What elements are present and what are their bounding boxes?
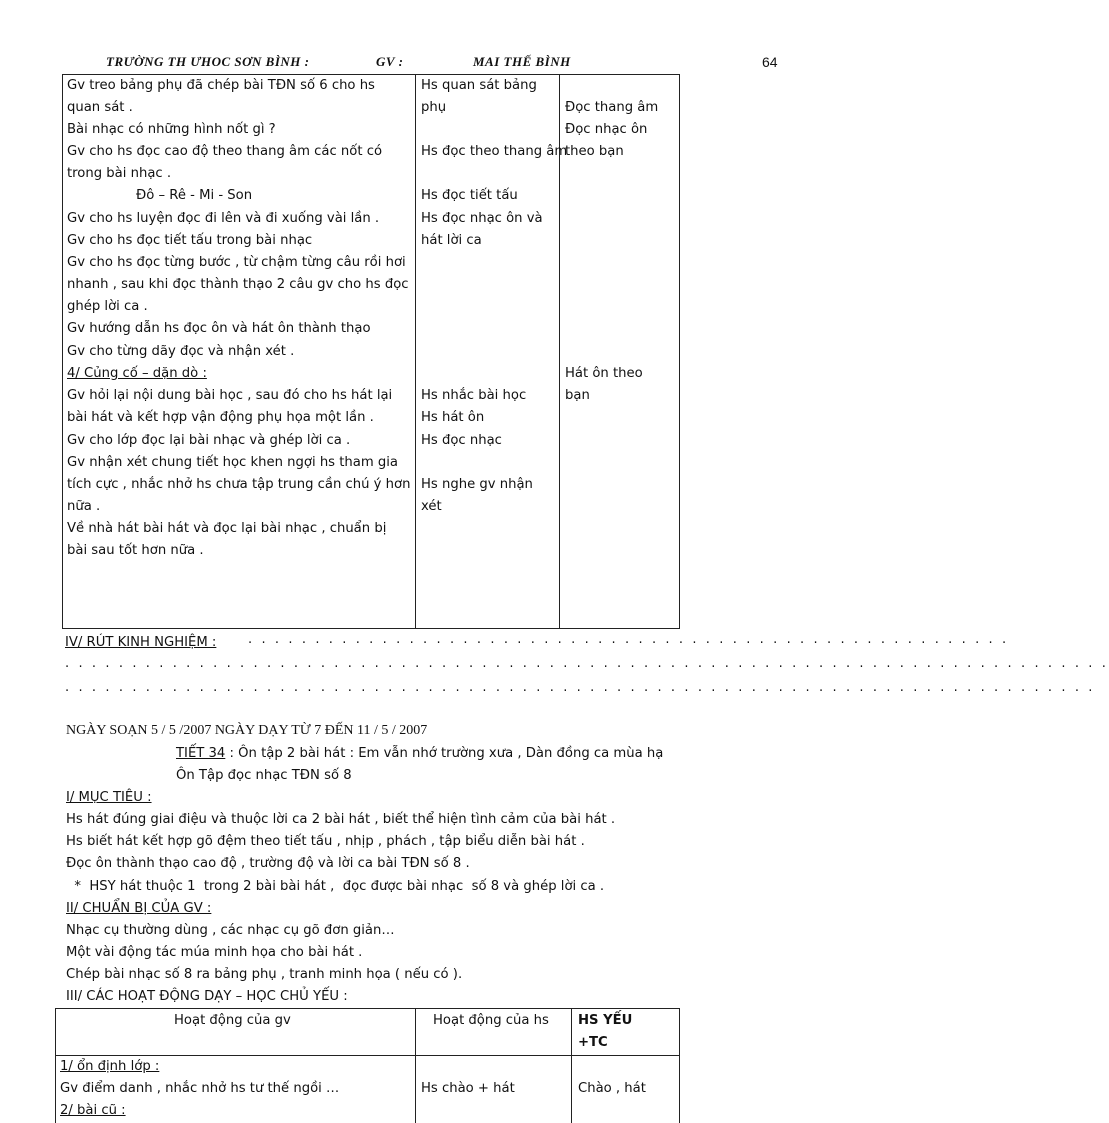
teacher-activity-line: Gv cho hs đọc từng bước , từ chậm từng câu rồi hơi [67,255,406,270]
weak-student-line: Hát ôn theo [565,366,643,381]
table1-left-border [62,74,63,629]
teacher-activity-line: bài sau tốt hơn nữa . [67,543,204,558]
table2-top-border [55,1008,680,1009]
weak-student-line: Đọc nhạc ôn [565,122,648,137]
teacher-activity-line: Gv cho hs luyện đọc đi lên và đi xuống vài lần . [67,211,380,226]
teacher-activity-line: Bài nhạc có những hình nốt gì ? [67,122,276,137]
student-activity-line: Hs đọc nhạc ôn và [421,211,543,226]
gv-label: GV : [376,54,404,69]
student-activity-line: Hs đọc nhạc [421,433,502,448]
note-names: Đô – Rê - Mi - Son [136,188,253,203]
lesson-dates: NGÀY SOẠN 5 / 5 /2007 NGÀY DẠY TỪ 7 ĐẾN 11 / 5 / 2007 [66,723,428,738]
tiet-label: TIẾT 34 [176,746,226,761]
teacher-activity-line: Gv cho lớp đọc lại bài nhạc và ghép lời ca . [67,433,351,448]
muc-tieu-heading: I/ MỤC TIÊU : [66,790,152,805]
table2-divider-2 [571,1008,572,1123]
teacher-activity-line: ghép lời ca . [67,299,148,314]
student-activity-line: Hs đọc theo thang âm [421,144,568,159]
lesson-title [176,743,663,765]
preparation-line: Một vài động tác múa minh họa cho bài hát . [66,945,363,960]
page-number: 64 [762,54,778,70]
student-activity-line: phụ [421,100,447,115]
table2-header-border [55,1055,680,1056]
teacher-activity-line: Gv hướng dẫn hs đọc ôn và hát ôn thành thạo [67,321,371,336]
table1-divider-1 [415,74,416,629]
dotted-line: . . . . . . . . . . . . . . . . . . . . . . . . . . . . . . . . . . . . . . . . . . . . . . . . . . . . . . . . . . . . . . . . . . . . . . . . . . . . . [65,680,1096,695]
student-activity-line: hát lời ca [421,233,482,248]
table2-right-border [679,1008,680,1123]
teacher-activity-line: Gv cho từng dãy đọc và nhận xét . [67,344,295,359]
teacher-activity-line: tích cực , nhắc nhở hs chưa tập trung cần chú ý hơn [67,477,411,492]
student-activity-line: Hs hát ôn [421,410,485,425]
dotted-line: . . . . . . . . . . . . . . . . . . . . . . . . . . . . . . . . . . . . . . . . . . . . . . . . . . . . . . . . . . . . . . . . . . . . . . . . . . . . . . [65,656,1109,671]
teacher-activity-line: Gv treo bảng phụ đã chép bài TĐN số 6 cho hs [67,78,375,93]
objective-line: Đọc ôn thành thạo cao độ , trường độ và lời ca bài TĐN số 8 . [66,856,470,871]
teacher-activity-line: Gv cho hs đọc cao độ theo thang âm các nốt có [67,144,383,159]
table1-bottom-border [62,628,680,629]
weak-student-line: theo bạn [565,144,624,159]
on-dinh-heading: 1/ ổn định lớp : [60,1059,160,1074]
table2-header-gv: Hoạt động của gv [174,1013,291,1028]
teacher-name: MAI THẾ BÌNH [473,54,571,69]
objective-line: Hs biết hát kết hợp gõ đệm theo tiết tấu , nhịp , phách , tập biểu diễn bài hát . [66,834,585,849]
teacher-activity-line: Về nhà hát bài hát và đọc lại bài nhạc , chuẩn bị [67,521,387,536]
preparation-line: Chép bài nhạc số 8 ra bảng phụ , tranh minh họa ( nếu có ). [66,967,463,982]
hoat-dong-heading: III/ CÁC HOẠT ĐỘNG DẠY – HỌC CHỦ YẾU : [66,989,348,1004]
student-activity-line: xét [421,499,442,514]
teacher-activity-line: nhanh , sau khi đọc thành thạo 2 câu gv cho hs đọc [67,277,409,292]
teacher-activity-line: bài hát và kết hợp vận động phụ họa một lần . [67,410,374,425]
lesson-title-line2: Ôn Tập đọc nhạc TĐN số 8 [176,768,352,783]
student-activity-line: Hs nhắc bài học [421,388,527,403]
teacher-activity-line: Gv nhận xét chung tiết học khen ngợi hs tham gia [67,455,399,470]
teacher-activity-line: nữa . [67,499,101,514]
hs-chao-hat: Hs chào + hát [421,1081,515,1096]
table2-divider-1 [415,1008,416,1123]
teacher-activity-line: Gv cho hs đọc tiết tấu trong bài nhạc [67,233,313,248]
objective-line: Hs hát đúng giai điệu và thuộc lời ca 2 bài hát , biết thể hiện tình cảm của bài hát . [66,812,616,827]
weak-student-line: Đọc thang âm [565,100,659,115]
table1-right-border [679,74,680,629]
dotted-line: . . . . . . . . . . . . . . . . . . . . . . . . . . . . . . . . . . . . . . . . . . . . . . . . . . . . . . . . . [248,632,1009,647]
table2-header-hs: Hoạt động của hs [433,1013,549,1028]
diem-danh-line: Gv điểm danh , nhắc nhở hs tư thế ngồi … [60,1081,340,1096]
rut-kinh-nghiem-label: IV/ RÚT KINH NGHIỆM : [65,635,217,650]
objective-line: * HSY hát thuộc 1 trong 2 bài bài hát , đọc được bài nhạc số 8 và ghép lời ca . [66,879,605,894]
teacher-activity-line: Gv hỏi lại nội dung bài học , sau đó cho hs hát lại [67,388,393,403]
teacher-activity-line: quan sát . [67,100,133,115]
bai-cu-heading: 2/ bài cũ : [60,1103,126,1118]
preparation-line: Nhạc cụ thường dùng , các nhạc cụ gõ đơn giản… [66,923,395,938]
weak-student-line: bạn [565,388,590,403]
chao-hat: Chào , hát [578,1081,646,1096]
student-activity-line: Hs đọc tiết tấu [421,188,518,203]
school-name: TRƯỜNG TH ƯHOC SƠN BÌNH : [106,54,310,69]
student-activity-line: Hs nghe gv nhận [421,477,533,492]
chuan-bi-heading: II/ CHUẨN BỊ CỦA GV : [66,901,212,916]
tiet-topic: : Ôn tập 2 bài hát : Em vẫn nhớ trường xưa , Dàn đồng ca mùa hạ [225,746,664,761]
student-activity-line: Hs quan sát bảng [421,78,537,93]
table2-header-tc: +TC [578,1035,608,1050]
table2-header-weak: HS YẾU [578,1013,633,1028]
table2-left-border [55,1008,56,1123]
cung-co-heading: 4/ Củng cố – dặn dò : [67,366,207,381]
teacher-activity-line: trong bài nhạc . [67,166,172,181]
